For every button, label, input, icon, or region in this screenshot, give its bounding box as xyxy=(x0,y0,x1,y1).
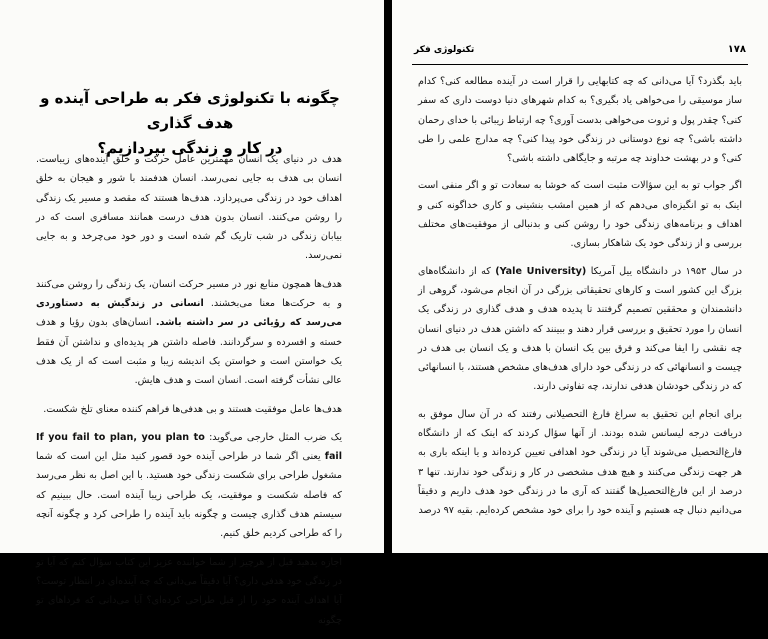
paragraph: برای انجام این تحقیق به سراغ فارغ التحصیلانی رفتند که در آن سال موفق به دریافت درجه لیسانس شده بودند. از آنها سؤال کردند که اینک که از دانشگاه فارغ‌التحصیل می‌شوند آیا در زندگی خود اهدافی تعیین کرده‌اند و یا اینکه باری به هر جهت زندگی می‌کنند و هیچ هدف مشخصی در کار و زندگی خود ندارند. تنها ۳ درصد از این فارغ‌التحصیل‌ها گفتند که آری ما در زندگی خود هدف داریم و دقیقاً می‌دانیم دنبال چه هستیم و آینده خود را برای خود مشخص کرده‌ایم. بقیه ۹۷ درصد xyxy=(418,408,742,517)
header-title: تکنولوژی فکر xyxy=(414,45,475,55)
header-rule xyxy=(412,64,748,65)
english-term: (Yale University) xyxy=(495,265,587,277)
paragraph xyxy=(36,275,342,391)
page-number: ۱۷۸ xyxy=(727,44,746,55)
left-book-page xyxy=(0,0,384,626)
paragraph xyxy=(36,428,342,544)
english-quote: If you fail to plan, you plan to fail xyxy=(36,431,342,463)
paragraph-text: هدف‌ها همچون منابع نور در مسیر حرکت انسان، یک زندگی را روشن می‌کنند و به حرکت‌ها معنا می‌بخشند. xyxy=(36,278,342,310)
bold-statement: انسانی در زندگیش به دستاوردی می‌رسد که رؤیائی در سر داشته باشد. xyxy=(36,298,342,329)
paragraph: باید بگذرد؟ آیا می‌دانی که چه کتابهایی را قرار است در آینده مطالعه کنی؟ کدام ساز موسیقی را می‌خواهی یاد بگیری؟ به کدام شهرهای دنیا دوست داری که سفر کنی؟ چقدر پول و ثروت می‌خواهی بدست آوری؟ چه ارتباط زیبائی با خدای رحمان داشته باشی؟ چه نوع دوستانی در زندگی خود پیدا کنی؟ چه مدارج علمی را طی کنی؟ و در بهشت خداوند چه مرتبه و جایگاهی داشته باشی؟ xyxy=(418,76,742,165)
paragraph-text: انسان‌های بدون رؤیا و هدف خسته و افسرده و سرگردانند. فاصله داشتن هر پدیده‌ای و نداشتن آن فقط یک خواستن است و خواستن یک اندیشه زیبا و مثبت است که از یک هدف عالی نشأت گرفته است. انسان است و هدف هایش. xyxy=(36,317,342,387)
paragraph: هدف‌ها عامل موفقیت هستند و بی هدفی‌ها فراهم کننده معنای تلخ شکست. xyxy=(43,403,342,415)
running-header xyxy=(414,44,746,64)
right-page-body xyxy=(418,72,742,529)
chapter-heading-line-2: در کار و زندگی بپردازیم؟ xyxy=(97,139,283,157)
paragraph: هدف در دنیای یک انسان مهمترین عامل حرکت و خلق آینده‌های زیباست. انسان بی هدف به جایی نمی‌رسد. انسان هدفمند با شور و هیجان به خلق اهداف خود در زندگی می‌پردازد. هدف‌ها هستند که مقصد و مسیر یک زندگی را روشن می‌کنند. انسان بدون هدف درست همانند مسافری است که در بیابان زندگی در شب تاریک گم شده است و دور خود می‌چرخد و به جایی نمی‌رسد. xyxy=(36,154,342,262)
paragraph-text: یعنی اگر شما در طراحی آینده خود قصور کنید مثل این است که شما مشغول طراحی برای شکست زندگی خود هستید. با این اصل به نظر می‌رسد که فاصله شکست و موفقیت، یک طراحی زیبا آینده است. حال ببینیم که سیستم هدف گذاری چیست و چگونه باید آینده را طراحی کرد و چگونه آنچه را که طراحی کردیم خلق کنیم. xyxy=(36,451,342,540)
right-book-page xyxy=(392,0,768,553)
chapter-heading-line-1: چگونه با تکنولوژی فکر به طراحی آینده و هدف گذاری xyxy=(40,89,340,132)
paragraph-text: یک ضرب المثل خارجی می‌گوید: xyxy=(209,431,342,443)
paragraph-text: که از دانشگاه‌های بزرگ این کشور است و کارهای تحقیقاتی بزرگی در آن انجام می‌شود، گروهی از دانشمندان و محققین تصمیم گرفتند تا پدیده هدف و هدف گذاری در زندگی یک انسان را مورد تحقیق و بررسی قرار دهند و ببینند که داشتن هدف در دنیای انسان چه نقشی را ایفا می‌کند و فرق بین یک انسان با هدف و یک انسان بی هدف در چیست و انسانهائی که در زندگی خود دارای هدف‌های مشخص هستند، با انسانهائی که در زندگی خودشان هدفی ندارند، چه تفاوتی دارند. xyxy=(418,265,742,393)
left-page-body xyxy=(36,150,342,639)
paragraph: اجازه بدهید قبل از هرچیز از شما خواننده عزیز این کتاب سؤال کنم که آیا تو در زندگی خود هدفی داری؟ آیا دقیقاً می‌دانی که چه آینده‌ای در انتظار توست؟ آیا اهداف آینده خود را از قبل طراحی کرده‌ای؟ آیا می‌دانی که فردا‌های تو چگونه xyxy=(36,556,342,626)
paragraph xyxy=(418,262,742,397)
paragraph-text: در سال ۱۹۵۳ در دانشگاه ییل آمریکا xyxy=(590,265,742,277)
paragraph: اگر جواب تو به این سؤالات مثبت است که خوشا به سعادت تو و اگر منفی است اینک به تو انگیزه‌ای می‌دهم که از همین امشب بنشینی و کاری خداگونه کنی و اهداف و برنامه‌های زندگی خود را روشن کنی و بدنبالی از موفقیت‌های مختلف بررسی و از زندگی خود یک شاهکار بسازی. xyxy=(418,180,742,250)
